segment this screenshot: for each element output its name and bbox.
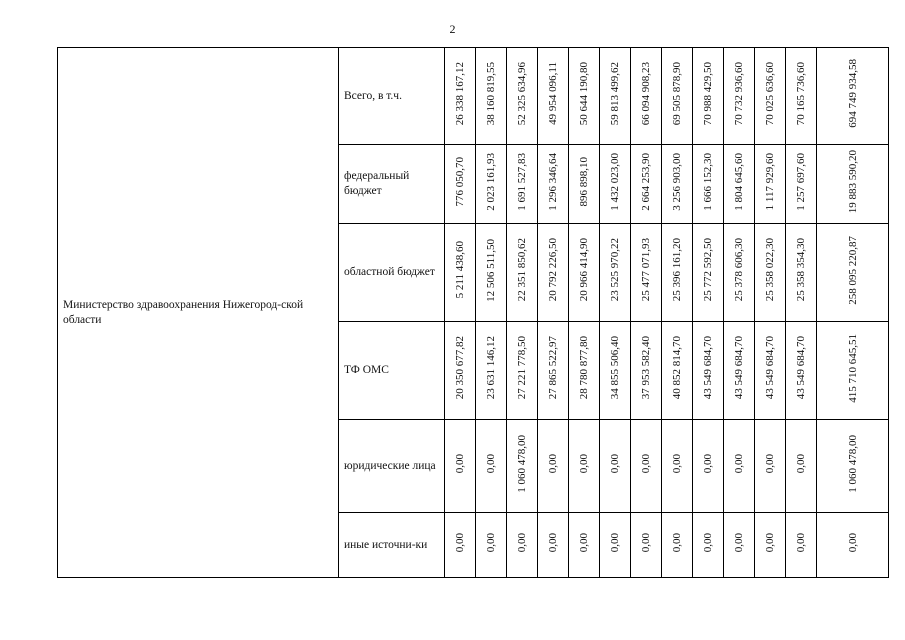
year-value-cell [693, 513, 724, 578]
total-value: 694 749 934,58 [846, 59, 859, 128]
table-row [58, 48, 889, 145]
funding-source-label: Всего, в т.ч. [339, 48, 445, 145]
year-value: 1 060 478,00 [516, 434, 528, 493]
year-value-cell [600, 145, 631, 224]
year-value-cell [631, 145, 662, 224]
year-value: 0,00 [454, 532, 466, 553]
year-value-cell [631, 420, 662, 513]
year-value: 43 549 684,70 [733, 336, 745, 400]
budget-table [57, 47, 889, 578]
year-value-cell [507, 224, 538, 322]
year-value: 0,00 [485, 453, 497, 474]
year-value: 25 358 354,30 [795, 238, 807, 302]
year-value: 0,00 [702, 532, 714, 553]
year-value: 0,00 [640, 532, 652, 553]
funding-source-label: федеральный бюджет [339, 145, 445, 224]
year-value: 2 664 253,90 [640, 152, 652, 211]
year-value: 0,00 [795, 453, 807, 474]
funding-source-label: ТФ ОМС [339, 322, 445, 420]
year-value-cell [693, 322, 724, 420]
year-value-cell [724, 420, 755, 513]
year-value: 43 549 684,70 [764, 336, 776, 400]
year-value: 1 804 645,60 [733, 152, 745, 211]
year-value-cell [600, 322, 631, 420]
year-value-cell [693, 145, 724, 224]
total-value-cell [817, 322, 889, 420]
total-value: 0,00 [846, 532, 859, 553]
total-value: 415 710 645,51 [846, 333, 859, 403]
year-value: 27 865 522,97 [547, 336, 559, 400]
year-value: 1 296 346,64 [547, 152, 559, 211]
year-value: 70 025 636,60 [764, 61, 776, 126]
organization-name: Министерство здравоохранения Нижегород-ской области [58, 48, 339, 578]
year-value-cell [445, 322, 476, 420]
year-value: 49 954 096,11 [547, 62, 559, 125]
total-value: 258 095 220,87 [846, 235, 859, 305]
year-value-cell [600, 48, 631, 145]
year-value-cell [538, 48, 569, 145]
year-value-cell [569, 145, 600, 224]
year-value: 25 378 606,30 [733, 238, 745, 302]
year-value: 70 988 429,50 [702, 61, 714, 126]
year-value-cell [569, 322, 600, 420]
year-value: 66 094 908,23 [640, 61, 652, 126]
year-value: 34 855 506,40 [609, 336, 621, 400]
year-value: 1 666 152,30 [702, 152, 714, 211]
year-value: 3 256 903,00 [671, 152, 683, 211]
year-value: 28 780 877,80 [578, 336, 590, 400]
year-value: 0,00 [671, 532, 683, 553]
year-value-cell [755, 145, 786, 224]
year-value: 27 221 778,50 [516, 336, 528, 400]
year-value-cell [693, 48, 724, 145]
year-value: 1 432 023,00 [609, 152, 621, 211]
year-value-cell [600, 513, 631, 578]
year-value-cell [724, 145, 755, 224]
year-value-cell [476, 420, 507, 513]
year-value-cell [569, 513, 600, 578]
year-value: 20 966 414,90 [578, 238, 590, 302]
year-value: 0,00 [702, 453, 714, 474]
year-value-cell [786, 48, 817, 145]
year-value-cell [755, 224, 786, 322]
year-value-cell [786, 420, 817, 513]
year-value-cell [662, 322, 693, 420]
year-value-cell [445, 224, 476, 322]
year-value-cell [476, 224, 507, 322]
year-value: 70 732 936,60 [733, 61, 745, 126]
year-value: 50 644 190,80 [578, 61, 590, 126]
year-value-cell [507, 513, 538, 578]
year-value-cell [662, 48, 693, 145]
year-value: 0,00 [609, 453, 621, 474]
year-value: 0,00 [640, 453, 652, 474]
year-value: 0,00 [547, 532, 559, 553]
year-value-cell [600, 224, 631, 322]
year-value-cell [724, 322, 755, 420]
year-value: 25 396 161,20 [671, 238, 683, 302]
total-value-cell [817, 420, 889, 513]
year-value: 1 257 697,60 [795, 152, 807, 211]
year-value: 20 792 226,50 [547, 238, 559, 302]
year-value-cell [445, 513, 476, 578]
year-value-cell [600, 420, 631, 513]
year-value-cell [724, 48, 755, 145]
total-value: 1 060 478,00 [846, 434, 859, 493]
year-value: 43 549 684,70 [702, 336, 714, 400]
funding-source-label: иные источни-ки [339, 513, 445, 578]
total-value-cell [817, 145, 889, 224]
funding-source-label: областной бюджет [339, 224, 445, 322]
year-value: 0,00 [764, 453, 776, 474]
year-value-cell [445, 145, 476, 224]
year-value: 0,00 [609, 532, 621, 553]
year-value: 0,00 [485, 532, 497, 553]
year-value-cell [507, 145, 538, 224]
year-value: 2 023 161,93 [485, 152, 497, 211]
year-value-cell [507, 420, 538, 513]
year-value-cell [786, 145, 817, 224]
year-value-cell [724, 224, 755, 322]
year-value: 23 525 970,22 [609, 238, 621, 302]
year-value: 0,00 [454, 453, 466, 474]
total-value-cell [817, 224, 889, 322]
year-value-cell [445, 420, 476, 513]
year-value-cell [445, 48, 476, 145]
year-value: 25 772 592,50 [702, 238, 714, 302]
year-value-cell [662, 224, 693, 322]
page-number: 2 [449, 22, 456, 36]
total-value: 19 883 590,20 [846, 149, 859, 214]
year-value-cell [538, 420, 569, 513]
year-value-cell [476, 145, 507, 224]
year-value: 0,00 [795, 532, 807, 553]
year-value-cell [662, 513, 693, 578]
year-value-cell [538, 145, 569, 224]
year-value: 0,00 [578, 453, 590, 474]
year-value: 43 549 684,70 [795, 336, 807, 400]
year-value: 12 506 511,50 [485, 238, 497, 302]
year-value-cell [662, 420, 693, 513]
funding-source-label: юридические лица [339, 420, 445, 513]
year-value: 25 477 071,93 [640, 238, 652, 302]
year-value-cell [569, 48, 600, 145]
year-value-cell [476, 513, 507, 578]
year-value-cell [631, 48, 662, 145]
year-value: 40 852 814,70 [671, 336, 683, 400]
year-value-cell [786, 224, 817, 322]
year-value-cell [631, 322, 662, 420]
year-value: 896 898,10 [578, 156, 590, 207]
year-value: 0,00 [764, 532, 776, 553]
year-value-cell [507, 322, 538, 420]
year-value: 23 631 146,12 [485, 336, 497, 400]
year-value-cell [786, 322, 817, 420]
year-value-cell [755, 48, 786, 145]
year-value-cell [538, 322, 569, 420]
year-value: 38 160 819,55 [485, 61, 497, 126]
year-value-cell [724, 513, 755, 578]
year-value-cell [631, 513, 662, 578]
year-value: 25 358 022,30 [764, 238, 776, 302]
year-value: 52 325 634,96 [516, 61, 528, 126]
year-value-cell [569, 224, 600, 322]
year-value: 22 351 850,62 [516, 238, 528, 302]
year-value-cell [476, 48, 507, 145]
year-value-cell [538, 224, 569, 322]
year-value-cell [755, 513, 786, 578]
year-value: 0,00 [671, 453, 683, 474]
year-value: 776 050,70 [454, 156, 466, 207]
year-value-cell [693, 420, 724, 513]
year-value: 37 953 582,40 [640, 336, 652, 400]
year-value: 0,00 [733, 453, 745, 474]
year-value-cell [755, 322, 786, 420]
total-value-cell [817, 513, 889, 578]
year-value: 0,00 [547, 453, 559, 474]
year-value-cell [538, 513, 569, 578]
year-value-cell [755, 420, 786, 513]
year-value-cell [631, 224, 662, 322]
year-value: 0,00 [578, 532, 590, 553]
year-value: 1 691 527,83 [516, 152, 528, 211]
year-value: 20 350 677,82 [454, 336, 466, 400]
year-value-cell [693, 224, 724, 322]
year-value-cell [476, 322, 507, 420]
year-value-cell [569, 420, 600, 513]
year-value: 69 505 878,90 [671, 61, 683, 126]
year-value: 70 165 736,60 [795, 61, 807, 126]
year-value: 5 211 438,60 [454, 241, 466, 299]
total-value-cell [817, 48, 889, 145]
year-value-cell [507, 48, 538, 145]
year-value: 1 117 929,60 [764, 152, 776, 211]
year-value: 0,00 [516, 532, 528, 553]
year-value: 26 338 167,12 [454, 61, 466, 126]
year-value: 0,00 [733, 532, 745, 553]
year-value: 59 813 499,62 [609, 61, 621, 126]
year-value-cell [662, 145, 693, 224]
year-value-cell [786, 513, 817, 578]
